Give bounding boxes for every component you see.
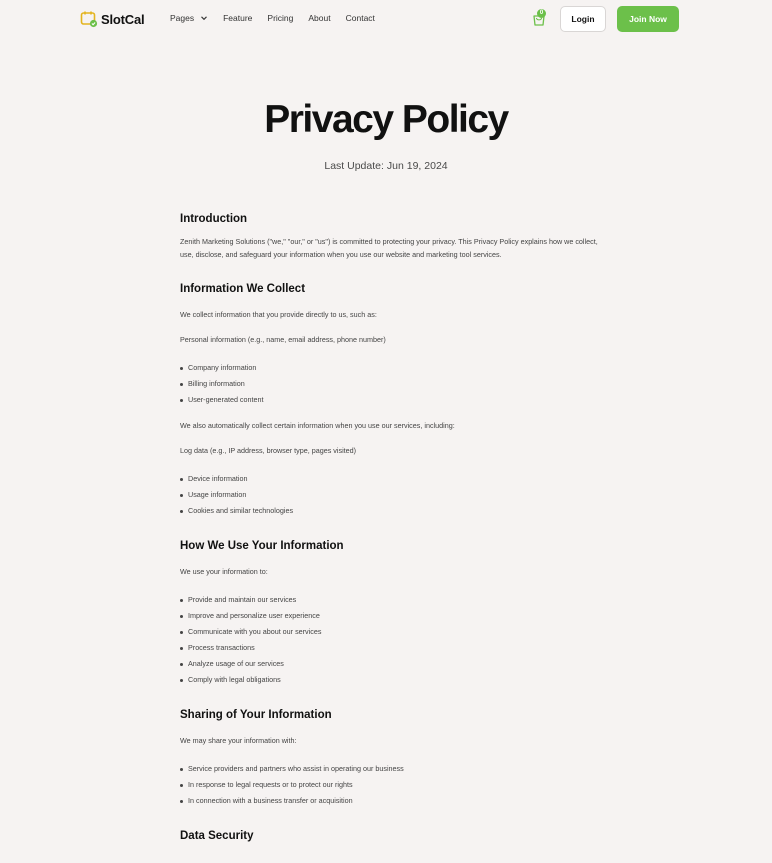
nav-feature[interactable]: [223, 13, 252, 23]
main-nav: [170, 13, 390, 23]
nav-pricing-label: Pricing: [267, 13, 294, 23]
section-heading-data-security: Data Security: [180, 830, 254, 842]
list-item: Device information: [188, 471, 600, 487]
page-title: Privacy Policy: [264, 98, 508, 141]
list-item: Comply with legal obligations: [188, 672, 600, 688]
last-update-date: Jun 19, 2024: [386, 160, 448, 172]
collect-list-1: [180, 360, 600, 408]
list-item: Cookies and similar technologies: [188, 503, 600, 519]
section-heading-sharing: Sharing of Your Information: [180, 709, 332, 721]
collect-log: Log data (e.g., IP address, browser type, pages visited): [180, 446, 357, 455]
nav-pages[interactable]: [170, 13, 208, 23]
section-heading-introduction: Introduction: [180, 213, 248, 225]
brand-logo[interactable]: [80, 10, 144, 28]
policy-content: [180, 213, 600, 842]
collect-personal: Personal information (e.g., name, email address, phone number): [180, 335, 386, 344]
brand-name: SlotCal: [101, 11, 145, 27]
nav-pages-label: Pages: [170, 13, 195, 23]
list-item: Usage information: [188, 487, 600, 503]
nav-pricing[interactable]: [267, 13, 293, 23]
list-item: Company information: [188, 360, 600, 376]
section-heading-how-we-use: How We Use Your Information: [180, 540, 344, 552]
site-header: [0, 0, 772, 38]
calendar-check-icon: [80, 10, 98, 28]
nav-contact[interactable]: [346, 13, 375, 23]
use-intro: We use your information to:: [180, 567, 268, 576]
nav-feature-label: Feature: [223, 13, 253, 23]
cart-count-badge: 0: [537, 9, 546, 18]
use-list: [180, 592, 600, 688]
list-item: Analyze usage of our services: [188, 656, 600, 672]
nav-about[interactable]: [308, 13, 330, 23]
last-update: [0, 160, 772, 172]
list-item: User-generated content: [188, 392, 600, 408]
sharing-list: [180, 761, 600, 809]
collect-auto: We also automatically collect certain information when you use our services, including:: [180, 421, 455, 430]
list-item: Service providers and partners who assist in operating our business: [188, 761, 600, 777]
sharing-intro: We may share your information with:: [180, 736, 297, 745]
list-item: Provide and maintain our services: [188, 592, 600, 608]
list-item: Communicate with you about our services: [188, 624, 600, 640]
chevron-down-icon: [200, 14, 208, 22]
nav-contact-label: Contact: [345, 13, 375, 23]
section-heading-information-we-collect: Information We Collect: [180, 283, 306, 295]
list-item: In response to legal requests or to protect our rights: [188, 777, 600, 793]
join-now-button[interactable]: Join Now: [617, 6, 679, 32]
login-button[interactable]: Login: [560, 6, 606, 32]
nav-about-label: About: [308, 13, 331, 23]
last-update-label: Last Update:: [324, 160, 384, 172]
list-item: Billing information: [188, 376, 600, 392]
list-item: In connection with a business transfer or acquisition: [188, 793, 600, 809]
intro-paragraph: Zenith Marketing Solutions ("we," "our," or "us") is committed to protecting your privacy. This Privacy Policy explains how we collect, use, disclose, and safeguard your information when you use our website and marketing tool services.: [180, 237, 598, 259]
collect-list-2: [180, 471, 600, 519]
list-item: Improve and personalize user experience: [188, 608, 600, 624]
collect-intro: We collect information that you provide directly to us, such as:: [180, 310, 377, 319]
list-item: Process transactions: [188, 640, 600, 656]
